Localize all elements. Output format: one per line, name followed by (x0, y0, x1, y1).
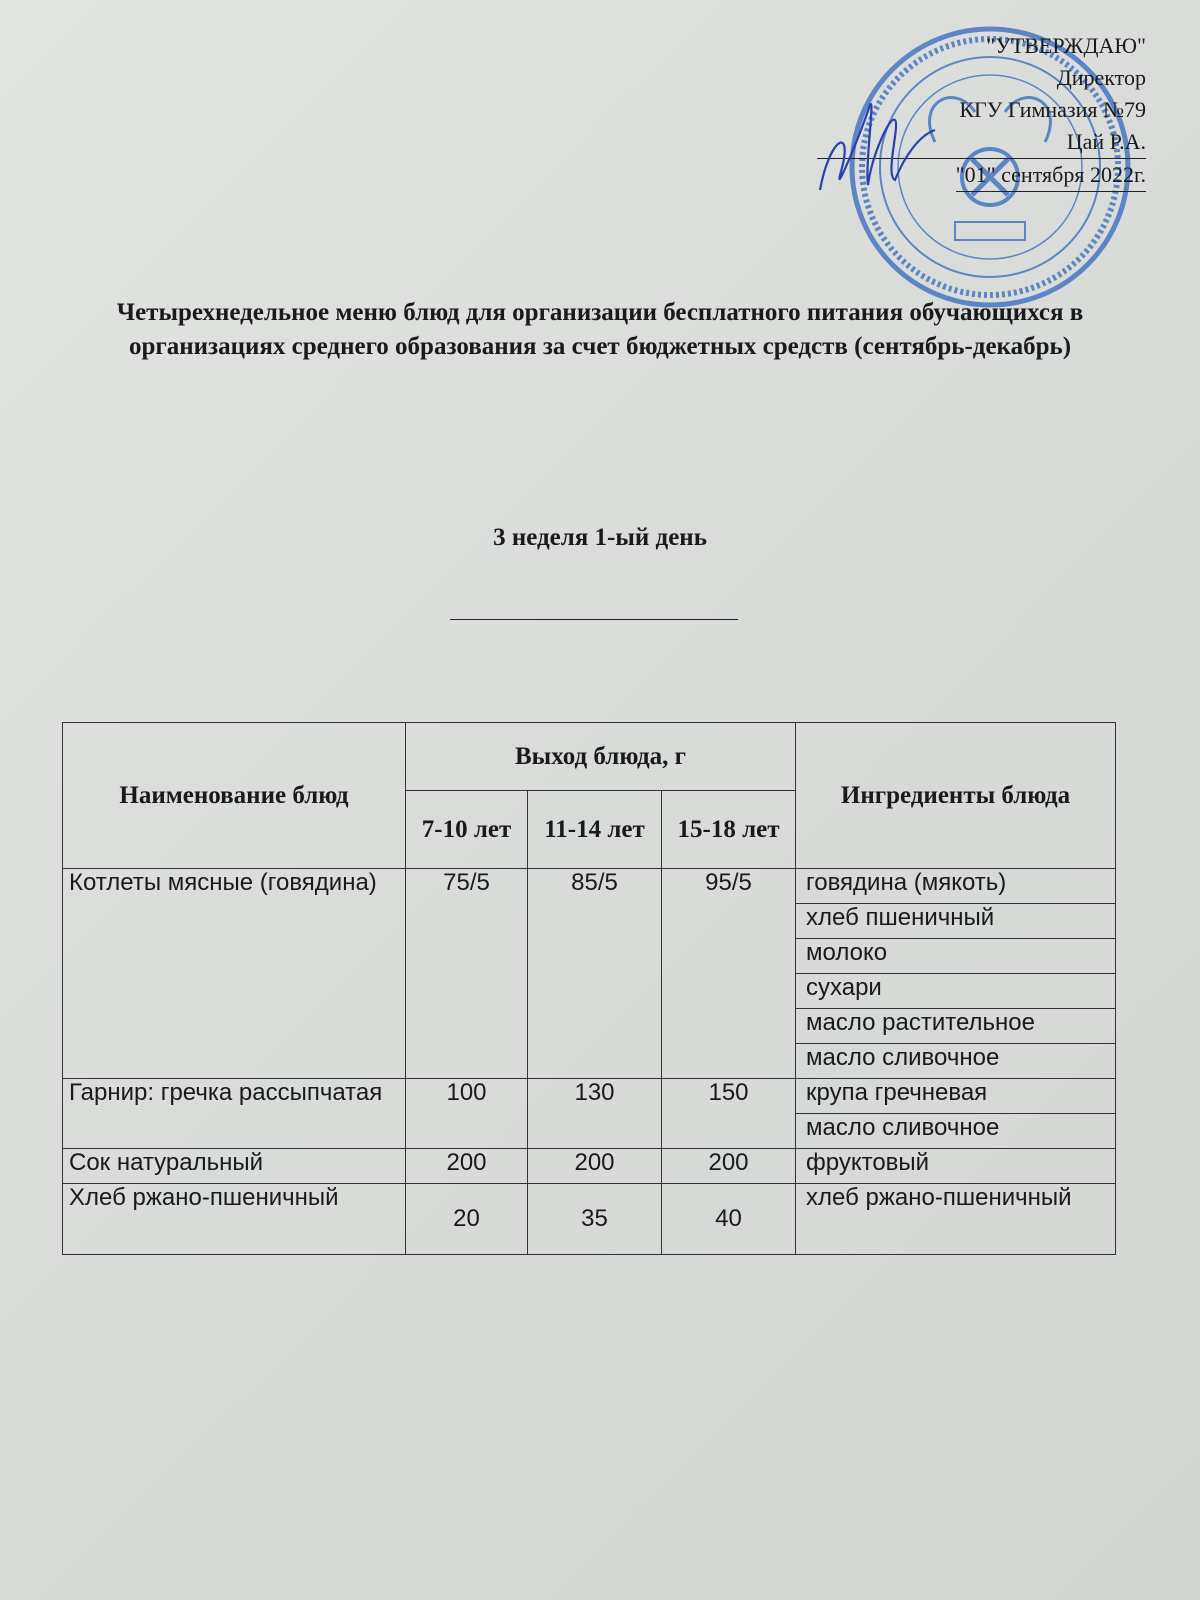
header-yield: Выход блюда, г (406, 723, 796, 791)
signature (810, 95, 940, 205)
ingredient: масло растительное (796, 1009, 1116, 1044)
header-age: 11-14 лет (528, 791, 662, 869)
header-ingredients: Ингредиенты блюда (796, 723, 1116, 869)
header-name: Наименование блюд (63, 723, 406, 869)
ingredient: хлеб пшеничный (796, 904, 1116, 939)
dish-yield: 35 (528, 1184, 662, 1255)
dish-yield: 100 (406, 1079, 528, 1149)
table-row (63, 1149, 1116, 1184)
header-age: 15-18 лет (662, 791, 796, 869)
divider (450, 619, 738, 620)
ingredient: крупа гречневая (796, 1079, 1116, 1114)
menu-table (62, 722, 1116, 1255)
ingredient: хлеб ржано-пшеничный (796, 1184, 1116, 1255)
dish-yield: 40 (662, 1184, 796, 1255)
dish-yield: 200 (528, 1149, 662, 1184)
approval-date: "01" сентября 2022г. (956, 159, 1146, 192)
ingredient: масло сливочное (796, 1114, 1116, 1149)
dish-name: Сок натуральный (63, 1149, 406, 1184)
dish-yield: 95/5 (662, 869, 796, 1079)
dish-yield: 150 (662, 1079, 796, 1149)
dish-name: Хлеб ржано-пшеничный (63, 1184, 406, 1255)
table-row (63, 869, 1116, 904)
dish-yield: 200 (406, 1149, 528, 1184)
approval-position: Директор (1056, 65, 1146, 90)
dish-yield: 75/5 (406, 869, 528, 1079)
table-row (63, 1184, 1116, 1255)
approval-organization: КГУ Гимназия №79 (959, 97, 1146, 122)
dish-yield: 200 (662, 1149, 796, 1184)
approval-heading: "УТВЕРЖДАЮ" (986, 33, 1146, 58)
document-title: Четырехнедельное меню блюд для организации бесплатного питания обучающихся в организациях среднего образования за счет бюджетных средств (сентябрь-декабрь) (116, 299, 1084, 360)
dish-yield: 20 (406, 1184, 528, 1255)
approval-signatory: Цай Р.А. (817, 126, 1146, 159)
ingredient: сухари (796, 974, 1116, 1009)
dish-yield: 130 (528, 1079, 662, 1149)
ingredient: масло сливочное (796, 1044, 1116, 1079)
header-age: 7-10 лет (406, 791, 528, 869)
dish-name: Котлеты мясные (говядина) (63, 869, 406, 1079)
document-subtitle: 3 неделя 1-ый день (493, 524, 707, 551)
table-row (63, 1079, 1116, 1114)
ingredient: молоко (796, 939, 1116, 974)
dish-yield: 85/5 (528, 869, 662, 1079)
dish-name: Гарнир: гречка рассыпчатая (63, 1079, 406, 1149)
ingredient: фруктовый (796, 1149, 1116, 1184)
ingredient: говядина (мякоть) (796, 869, 1116, 904)
